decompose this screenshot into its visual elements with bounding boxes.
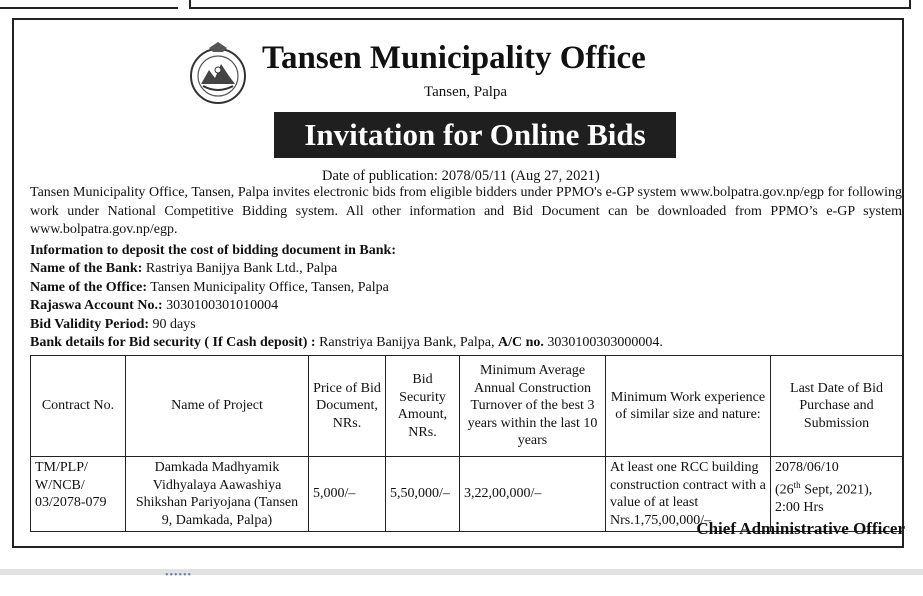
page-indicator-dots[interactable]: •••••• <box>165 570 193 581</box>
page-separator <box>0 569 923 575</box>
deposit-heading: Information to deposit the cost of bidding document in Bank: <box>30 243 396 258</box>
cell-turnover: 3,22,00,000/– <box>460 457 606 532</box>
cell-project-name: Damkada Madhyamik Vidhyalaya Aawashiya Shikshan Pariyojana (Tansen 9, Damkada, Palpa) <box>126 457 309 532</box>
cell-price: 5,000/– <box>309 457 386 532</box>
notice-banner: Invitation for Online Bids <box>274 112 676 158</box>
cell-contract-no: TM/PLP/ W/NCB/ 03/2078-079 <box>31 457 126 532</box>
cell-bid-security: 5,50,000/– <box>386 457 460 532</box>
bid-validity-line: Bid Validity Period: 90 days <box>30 317 196 332</box>
header-project-name: Name of Project <box>126 356 309 457</box>
cell-last-date: 2078/06/10 (26th Sept, 2021), 2:00 Hrs <box>771 457 903 532</box>
signatory-title: Chief Administrative Officer <box>696 519 905 538</box>
table-header-row <box>31 356 903 457</box>
bid-security-line: Bank details for Bid security ( If Cash deposit) : Ranstriya Banijya Bank, Palpa, A/C no. 3030100303000004. <box>30 335 663 350</box>
bids-table <box>30 355 903 532</box>
office-title: Tansen Municipality Office <box>262 40 646 76</box>
header-contract-no: Contract No. <box>31 356 126 457</box>
previous-article-border <box>0 0 178 9</box>
header-last-date: Last Date of Bid Purchase and Submission <box>771 356 903 457</box>
office-location: Tansen, Palpa <box>424 84 508 100</box>
cell-work-experience: At least one RCC building construction contract with a value of at least Nrs.1,75,00,000/– <box>606 457 771 532</box>
header-turnover: Minimum Average Annual Construction Turnover of the best 3 years within the last 10 years <box>460 356 606 457</box>
header-work-experience: Minimum Work experience of similar size and nature: <box>606 356 771 457</box>
bank-name-line: Name of the Bank: Rastriya Banijya Bank Ltd., Palpa <box>30 261 338 276</box>
header-price: Price of Bid Document, NRs. <box>309 356 386 457</box>
publication-date: Date of publication: 2078/05/11 (Aug 27, 2021) <box>322 168 600 184</box>
municipality-emblem-icon <box>187 40 249 108</box>
notice-frame <box>12 18 904 548</box>
rajaswa-account-line: Rajaswa Account No.: 3030100301010004 <box>30 298 279 313</box>
adjacent-article-border <box>189 0 911 9</box>
header-bid-security: Bid Security Amount, NRs. <box>386 356 460 457</box>
office-name-line: Name of the Office: Tansen Municipality Office, Tansen, Palpa <box>30 280 389 295</box>
intro-paragraph: Tansen Municipality Office, Tansen, Palpa invites electronic bids from eligible bidders under PPMO's e-GP system www.bolpatra.gov.np/egp for following work under National Competitive Bidding system. All other information and Bid Document can be downloaded from PPMO’s e-GP system www.bolpatra.gov.np/egp. <box>30 185 902 238</box>
